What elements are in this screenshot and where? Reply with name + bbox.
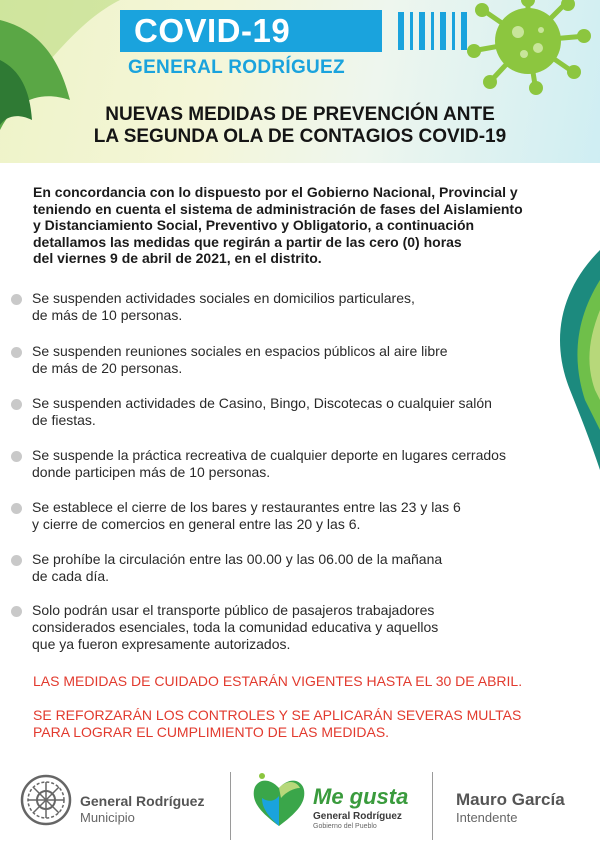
- bullet-icon: [11, 451, 22, 462]
- list-item: Solo podrán usar el transporte público de pasajeros trabajadores considerados esenciales, toda la comunidad educativa y aquellos que ya fueron expresamente autorizados.: [32, 602, 439, 653]
- divider: [432, 772, 433, 840]
- bullet-icon: [11, 555, 22, 566]
- municipality-label: Municipio: [80, 810, 135, 825]
- municipality-name: General Rodríguez: [80, 793, 205, 809]
- header-banner: [0, 0, 600, 163]
- enforcement-notice: SE REFORZARÁN LOS CONTROLES Y SE APLICARÁN SEVERAS MULTAS PARA LOGRAR EL CUMPLIMIENTO DE LAS MEDIDAS.: [33, 707, 522, 740]
- list-item: Se suspenden reuniones sociales en espacios públicos al aire libre de más de 20 personas.: [32, 343, 448, 377]
- intro-paragraph: En concordancia con lo dispuesto por el Gobierno Nacional, Provincial y teniendo en cuenta el sistema de administración de fases del Aislamiento y Distanciamiento Social, Preventivo y Obligatorio, a continuación detallamos las medidas que regirán a partir de las cero (0) horas del viernes 9 de abril de 2021, en el distrito.: [33, 184, 523, 267]
- validity-notice: LAS MEDIDAS DE CUIDADO ESTARÁN VIGENTES HASTA EL 30 DE ABRIL.: [33, 673, 523, 689]
- bullet-icon: [11, 503, 22, 514]
- mayor-role: Intendente: [456, 810, 518, 825]
- list-item: Se establece el cierre de los bares y restaurantes entre las 23 y las 6 y cierre de comercios en general entre las 20 y las 6.: [32, 499, 461, 533]
- heart-logo-icon: [250, 768, 308, 830]
- brand-name: General Rodríguez: [313, 811, 402, 822]
- list-item: Se suspenden actividades sociales en domicilios particulares, de más de 10 personas.: [32, 290, 415, 324]
- list-item: Se prohíbe la circulación entre las 00.00 y las 06.00 de la mañana de cada día.: [32, 551, 443, 585]
- bullet-icon: [11, 347, 22, 358]
- bullet-icon: [11, 399, 22, 410]
- page-title: COVID-19: [120, 10, 382, 52]
- list-item: Se suspende la práctica recreativa de cualquier deporte en lugares cerrados donde participen más de 10 personas.: [32, 447, 506, 481]
- page-subtitle: GENERAL RODRÍGUEZ: [128, 57, 345, 78]
- stripe-decoration: [398, 12, 467, 50]
- bullet-icon: [11, 606, 22, 617]
- list-item: Se suspenden actividades de Casino, Bingo, Discotecas o cualquier salón de fiestas.: [32, 395, 492, 429]
- mayor-name: Mauro García: [456, 790, 565, 809]
- brand-tagline: Gobierno del Pueblo: [313, 823, 377, 830]
- virus-icon: [458, 0, 600, 96]
- municipal-seal-icon: [20, 774, 72, 826]
- footer: [0, 760, 600, 864]
- brand-slogan: Me gusta: [313, 784, 409, 809]
- bullet-icon: [11, 294, 22, 305]
- headline: NUEVAS MEDIDAS DE PREVENCIÓN ANTE LA SEGUNDA OLA DE CONTAGIOS COVID-19: [93, 104, 507, 147]
- divider: [230, 772, 231, 840]
